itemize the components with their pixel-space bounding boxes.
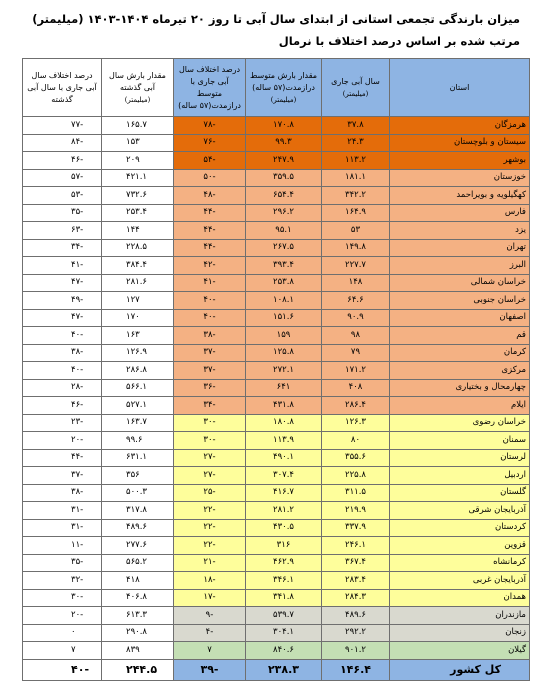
- cell-diff-last: -۲۸: [23, 379, 102, 397]
- cell-province: آذربایجان شرقی: [390, 502, 530, 520]
- cell-province: سیستان و بلوچستان: [390, 134, 530, 152]
- cell-diff-normal: -۳۰: [174, 432, 246, 450]
- cell-province: خراسان رضوی: [390, 414, 530, 432]
- cell-diff-last: -۳۷: [23, 467, 102, 485]
- cell-diff-normal: -۳۷: [174, 344, 246, 362]
- table-row: [23, 239, 530, 257]
- cell-last-year: ۱۲۶.۹: [102, 344, 174, 362]
- cell-diff-last: -۳۱: [23, 502, 102, 520]
- cell-diff-last: -۵۳: [23, 187, 102, 205]
- cell-province: بوشهر: [390, 152, 530, 170]
- table-row: [23, 554, 530, 572]
- cell-diff-last: -۷۷: [23, 117, 102, 135]
- table-row: [23, 152, 530, 170]
- cell-last-year: ۱۶۵.۷: [102, 117, 174, 135]
- cell-diff-normal: -۳۷: [174, 362, 246, 380]
- total-row: [23, 659, 530, 680]
- cell-diff-last: -۸۴: [23, 134, 102, 152]
- cell-province: کردستان: [390, 519, 530, 537]
- table-row: [23, 204, 530, 222]
- cell-current: ۲۱۹.۹: [322, 502, 390, 520]
- cell-normal: ۱۷۰.۸: [246, 117, 322, 135]
- cell-current: ۳۷.۸: [322, 117, 390, 135]
- cell-diff-normal: -۲۲: [174, 537, 246, 555]
- table-row: [23, 292, 530, 310]
- cell-diff-last: -۴۴: [23, 449, 102, 467]
- cell-diff-last: -۲۳: [23, 414, 102, 432]
- rainfall-table: [22, 58, 530, 681]
- cell-current: ۳۵۵.۶: [322, 449, 390, 467]
- cell-normal: ۲۹۶.۲: [246, 204, 322, 222]
- cell-diff-normal: -۳۴: [174, 397, 246, 415]
- cell-diff-last: -۲۰: [23, 432, 102, 450]
- cell-last-year: ۲۵۳.۴: [102, 204, 174, 222]
- cell-diff-last: ۷: [23, 642, 102, 660]
- cell-province: خوزستان: [390, 169, 530, 187]
- total-normal: ۲۳۸.۳: [246, 659, 322, 680]
- cell-normal: ۴۳۱.۸: [246, 397, 322, 415]
- cell-province: البرز: [390, 257, 530, 275]
- cell-province: هرمزگان: [390, 117, 530, 135]
- cell-current: ۱۴۹.۸: [322, 239, 390, 257]
- cell-province: لرستان: [390, 449, 530, 467]
- cell-current: ۷۹: [322, 344, 390, 362]
- cell-normal: ۳۰۴.۱: [246, 624, 322, 642]
- table-row: [23, 362, 530, 380]
- cell-last-year: ۱۲۷: [102, 292, 174, 310]
- cell-current: ۹۰.۹: [322, 309, 390, 327]
- cell-current: ۲۲۷.۷: [322, 257, 390, 275]
- cell-normal: ۲۶۷.۵: [246, 239, 322, 257]
- cell-province: همدان: [390, 589, 530, 607]
- cell-current: ۵۳: [322, 222, 390, 240]
- cell-diff-normal: -۳۰: [174, 414, 246, 432]
- cell-current: ۲۸۴.۳: [322, 589, 390, 607]
- cell-province: قم: [390, 327, 530, 345]
- cell-diff-last: -۳۱: [23, 519, 102, 537]
- cell-province: ایلام: [390, 397, 530, 415]
- cell-diff-normal: -۴۴: [174, 239, 246, 257]
- cell-diff-normal: -۴۱: [174, 274, 246, 292]
- cell-last-year: ۱۴۴: [102, 222, 174, 240]
- cell-diff-last: -۳۸: [23, 344, 102, 362]
- table-row: [23, 344, 530, 362]
- cell-normal: ۶۵۴.۴: [246, 187, 322, 205]
- cell-current: ۱۲۶.۳: [322, 414, 390, 432]
- cell-last-year: ۴۱۸: [102, 572, 174, 590]
- cell-diff-last: -۴۶: [23, 152, 102, 170]
- cell-normal: ۱۵۱.۶: [246, 309, 322, 327]
- title-line-1: میزان بارندگی تجمعی استانی از ابتدای سال آبی تا روز ۲۰ تیرماه ۱۴۰۴-۱۴۰۳ (میلیمتر): [32, 12, 520, 26]
- cell-province: خراسان شمالی: [390, 274, 530, 292]
- cell-current: ۹۰۱.۲: [322, 642, 390, 660]
- table-row: [23, 327, 530, 345]
- cell-diff-normal: -۴۴: [174, 204, 246, 222]
- cell-diff-normal: -۲۵: [174, 484, 246, 502]
- cell-diff-normal: -۱۷: [174, 589, 246, 607]
- cell-normal: ۱۵۹: [246, 327, 322, 345]
- cell-current: ۸۰: [322, 432, 390, 450]
- cell-last-year: ۵۲۷.۱: [102, 397, 174, 415]
- cell-diff-normal: -۴۰: [174, 309, 246, 327]
- cell-last-year: ۲۰۹: [102, 152, 174, 170]
- cell-diff-normal: -۴۲: [174, 257, 246, 275]
- cell-normal: ۱۰۸.۱: [246, 292, 322, 310]
- table-row: [23, 414, 530, 432]
- header-last-year: مقدار بارش سال آبی گذشته (میلیمتر): [102, 59, 174, 117]
- table-row: [23, 432, 530, 450]
- cell-province: آذربایجان غربی: [390, 572, 530, 590]
- table-row: [23, 379, 530, 397]
- header-province: استان: [390, 59, 530, 117]
- cell-normal: ۳۹۳.۴: [246, 257, 322, 275]
- table-row: [23, 467, 530, 485]
- cell-last-year: ۴۸۹.۶: [102, 519, 174, 537]
- cell-diff-last: -۵۷: [23, 169, 102, 187]
- cell-last-year: ۸۳۹: [102, 642, 174, 660]
- cell-last-year: ۳۵۶: [102, 467, 174, 485]
- cell-province: اصفهان: [390, 309, 530, 327]
- cell-last-year: ۶۱۳.۳: [102, 607, 174, 625]
- cell-diff-last: -۱۱: [23, 537, 102, 555]
- cell-last-year: ۲۸۱.۶: [102, 274, 174, 292]
- cell-province: کهگیلویه و بویراحمد: [390, 187, 530, 205]
- cell-last-year: ۴۰۶.۸: [102, 589, 174, 607]
- cell-last-year: ۱۶۳.۷: [102, 414, 174, 432]
- cell-diff-last: -۶۳: [23, 222, 102, 240]
- cell-current: ۲۸۳.۴: [322, 572, 390, 590]
- cell-last-year: ۳۱۷.۸: [102, 502, 174, 520]
- cell-diff-normal: -۴۴: [174, 222, 246, 240]
- total-diff-normal: -۳۹: [174, 659, 246, 680]
- cell-normal: ۲۴۷.۹: [246, 152, 322, 170]
- total-current: ۱۴۶.۴: [322, 659, 390, 680]
- cell-normal: ۳۴۶.۱: [246, 572, 322, 590]
- cell-current: ۲۴۶.۱: [322, 537, 390, 555]
- cell-diff-last: -۴۶: [23, 397, 102, 415]
- cell-normal: ۹۹.۳: [246, 134, 322, 152]
- cell-normal: ۴۳۰.۵: [246, 519, 322, 537]
- cell-last-year: ۳۸۴.۴: [102, 257, 174, 275]
- cell-normal: ۴۱۶.۷: [246, 484, 322, 502]
- cell-current: ۳۴۲.۲: [322, 187, 390, 205]
- table-row: [23, 572, 530, 590]
- cell-normal: ۱۱۳.۹: [246, 432, 322, 450]
- table-row: [23, 484, 530, 502]
- cell-province: فارس: [390, 204, 530, 222]
- table-row: [23, 222, 530, 240]
- cell-province: مازندران: [390, 607, 530, 625]
- table-row: [23, 309, 530, 327]
- cell-current: ۱۷۱.۲: [322, 362, 390, 380]
- cell-normal: ۸۴۰.۶: [246, 642, 322, 660]
- cell-last-year: ۲۸۶.۸: [102, 362, 174, 380]
- cell-normal: ۳۰۷.۴: [246, 467, 322, 485]
- cell-diff-normal: -۲۱: [174, 554, 246, 572]
- cell-diff-normal: -۲۷: [174, 467, 246, 485]
- cell-diff-last: -۳۸: [23, 484, 102, 502]
- cell-diff-last: -۴۹: [23, 292, 102, 310]
- cell-diff-normal: ۷: [174, 642, 246, 660]
- cell-diff-normal: -۵۴: [174, 152, 246, 170]
- table-row: [23, 502, 530, 520]
- cell-province: زنجان: [390, 624, 530, 642]
- table-row: [23, 607, 530, 625]
- cell-diff-normal: -۲۷: [174, 449, 246, 467]
- table-row: [23, 537, 530, 555]
- cell-current: ۴۰۸: [322, 379, 390, 397]
- table-row: [23, 624, 530, 642]
- title-line-2: مرتب شده بر اساس درصد اختلاف با نرمال: [278, 34, 520, 48]
- cell-last-year: ۷۳۲.۶: [102, 187, 174, 205]
- cell-province: یزد: [390, 222, 530, 240]
- cell-normal: ۳۱۶: [246, 537, 322, 555]
- cell-diff-last: -۳۰: [23, 589, 102, 607]
- table-row: [23, 642, 530, 660]
- cell-normal: ۲۷۲.۱: [246, 362, 322, 380]
- table-row: [23, 187, 530, 205]
- cell-diff-normal: -۴۰: [174, 292, 246, 310]
- cell-normal: ۱۲۵.۸: [246, 344, 322, 362]
- cell-province: کرمانشاه: [390, 554, 530, 572]
- cell-diff-normal: -۴: [174, 624, 246, 642]
- cell-last-year: ۲۷۷.۶: [102, 537, 174, 555]
- table-row: [23, 257, 530, 275]
- cell-diff-normal: -۴۸: [174, 187, 246, 205]
- table-row: [23, 519, 530, 537]
- total-diff-last: -۴۰: [23, 659, 102, 680]
- cell-diff-last: -۴۰: [23, 362, 102, 380]
- header-current-year: سال آبی جاری (میلیمتر): [322, 59, 390, 117]
- cell-normal: ۲۸۱.۲: [246, 502, 322, 520]
- table-row: [23, 397, 530, 415]
- cell-diff-normal: -۲۲: [174, 502, 246, 520]
- cell-last-year: ۴۲۱.۱: [102, 169, 174, 187]
- cell-diff-normal: -۱۸: [174, 572, 246, 590]
- cell-diff-last: -۴۰: [23, 327, 102, 345]
- cell-diff-normal: -۵۰: [174, 169, 246, 187]
- cell-normal: ۴۶۲.۹: [246, 554, 322, 572]
- cell-diff-normal: -۹: [174, 607, 246, 625]
- table-header-row: [23, 59, 530, 117]
- cell-province: کرمان: [390, 344, 530, 362]
- cell-current: ۱۱۳.۲: [322, 152, 390, 170]
- cell-current: ۹۸: [322, 327, 390, 345]
- cell-diff-last: -۳۲: [23, 572, 102, 590]
- cell-province: خراسان جنوبی: [390, 292, 530, 310]
- cell-current: ۶۴.۶: [322, 292, 390, 310]
- cell-diff-last: -۲۰: [23, 607, 102, 625]
- cell-last-year: ۵۶۵.۲: [102, 554, 174, 572]
- total-last-year: ۲۴۴.۵: [102, 659, 174, 680]
- cell-last-year: ۱۵۳: [102, 134, 174, 152]
- cell-current: ۳۱۱.۵: [322, 484, 390, 502]
- table-row: [23, 134, 530, 152]
- table-row: [23, 117, 530, 135]
- cell-last-year: ۱۷۰: [102, 309, 174, 327]
- cell-province: مرکزی: [390, 362, 530, 380]
- cell-diff-normal: -۷۸: [174, 117, 246, 135]
- cell-normal: ۹۵.۱: [246, 222, 322, 240]
- report-title: [20, 8, 520, 52]
- cell-current: ۲۲۵.۸: [322, 467, 390, 485]
- cell-diff-normal: -۳۸: [174, 327, 246, 345]
- cell-diff-last: -۴۱: [23, 257, 102, 275]
- cell-province: گلستان: [390, 484, 530, 502]
- total-label: کل کشور: [390, 659, 530, 680]
- cell-current: ۲۸۶.۴: [322, 397, 390, 415]
- cell-diff-normal: -۲۲: [174, 519, 246, 537]
- cell-current: ۲۹۲.۲: [322, 624, 390, 642]
- cell-last-year: ۹۹.۶: [102, 432, 174, 450]
- cell-diff-normal: -۷۶: [174, 134, 246, 152]
- cell-current: ۲۴.۳: [322, 134, 390, 152]
- cell-province: تهران: [390, 239, 530, 257]
- table-row: [23, 589, 530, 607]
- cell-current: ۳۶۷.۴: [322, 554, 390, 572]
- header-diff-normal: درصد اختلاف سال آبی جاری با متوسط درازمدت(۵۷ ساله): [174, 59, 246, 117]
- cell-current: ۱۴۸: [322, 274, 390, 292]
- cell-current: ۱۶۴.۹: [322, 204, 390, 222]
- cell-diff-last: -۳۵: [23, 204, 102, 222]
- table-row: [23, 274, 530, 292]
- cell-last-year: ۱۶۳: [102, 327, 174, 345]
- cell-normal: ۵۳۹.۷: [246, 607, 322, 625]
- cell-diff-last: ۰: [23, 624, 102, 642]
- cell-last-year: ۵۶۶.۱: [102, 379, 174, 397]
- cell-current: ۴۸۹.۶: [322, 607, 390, 625]
- table-body: [23, 117, 530, 660]
- cell-normal: ۴۹۰.۱: [246, 449, 322, 467]
- table-row: [23, 449, 530, 467]
- cell-diff-normal: -۳۶: [174, 379, 246, 397]
- cell-province: قزوین: [390, 537, 530, 555]
- cell-last-year: ۶۳۱.۱: [102, 449, 174, 467]
- cell-province: اردبیل: [390, 467, 530, 485]
- cell-diff-last: -۳۴: [23, 239, 102, 257]
- cell-province: گیلان: [390, 642, 530, 660]
- header-diff-last-year: درصد اختلاف سال آبی جاری با سال آبی گذشته: [23, 59, 102, 117]
- cell-normal: ۲۵۳.۸: [246, 274, 322, 292]
- cell-diff-last: -۴۷: [23, 309, 102, 327]
- cell-last-year: ۲۲۸.۵: [102, 239, 174, 257]
- cell-last-year: ۲۹۰.۸: [102, 624, 174, 642]
- cell-normal: ۳۴۱.۸: [246, 589, 322, 607]
- cell-province: چهارمحال و بختیاری: [390, 379, 530, 397]
- cell-province: سمنان: [390, 432, 530, 450]
- table-row: [23, 169, 530, 187]
- cell-last-year: ۵۰۰.۳: [102, 484, 174, 502]
- cell-current: ۳۳۷.۹: [322, 519, 390, 537]
- cell-normal: ۳۵۹.۵: [246, 169, 322, 187]
- cell-normal: ۶۴۱: [246, 379, 322, 397]
- cell-diff-last: -۴۷: [23, 274, 102, 292]
- cell-current: ۱۸۱.۱: [322, 169, 390, 187]
- header-long-term-average: مقدار بارش متوسط درازمدت(۵۷ ساله) (میلیمتر): [246, 59, 322, 117]
- cell-diff-last: -۳۵: [23, 554, 102, 572]
- cell-normal: ۱۸۰.۸: [246, 414, 322, 432]
